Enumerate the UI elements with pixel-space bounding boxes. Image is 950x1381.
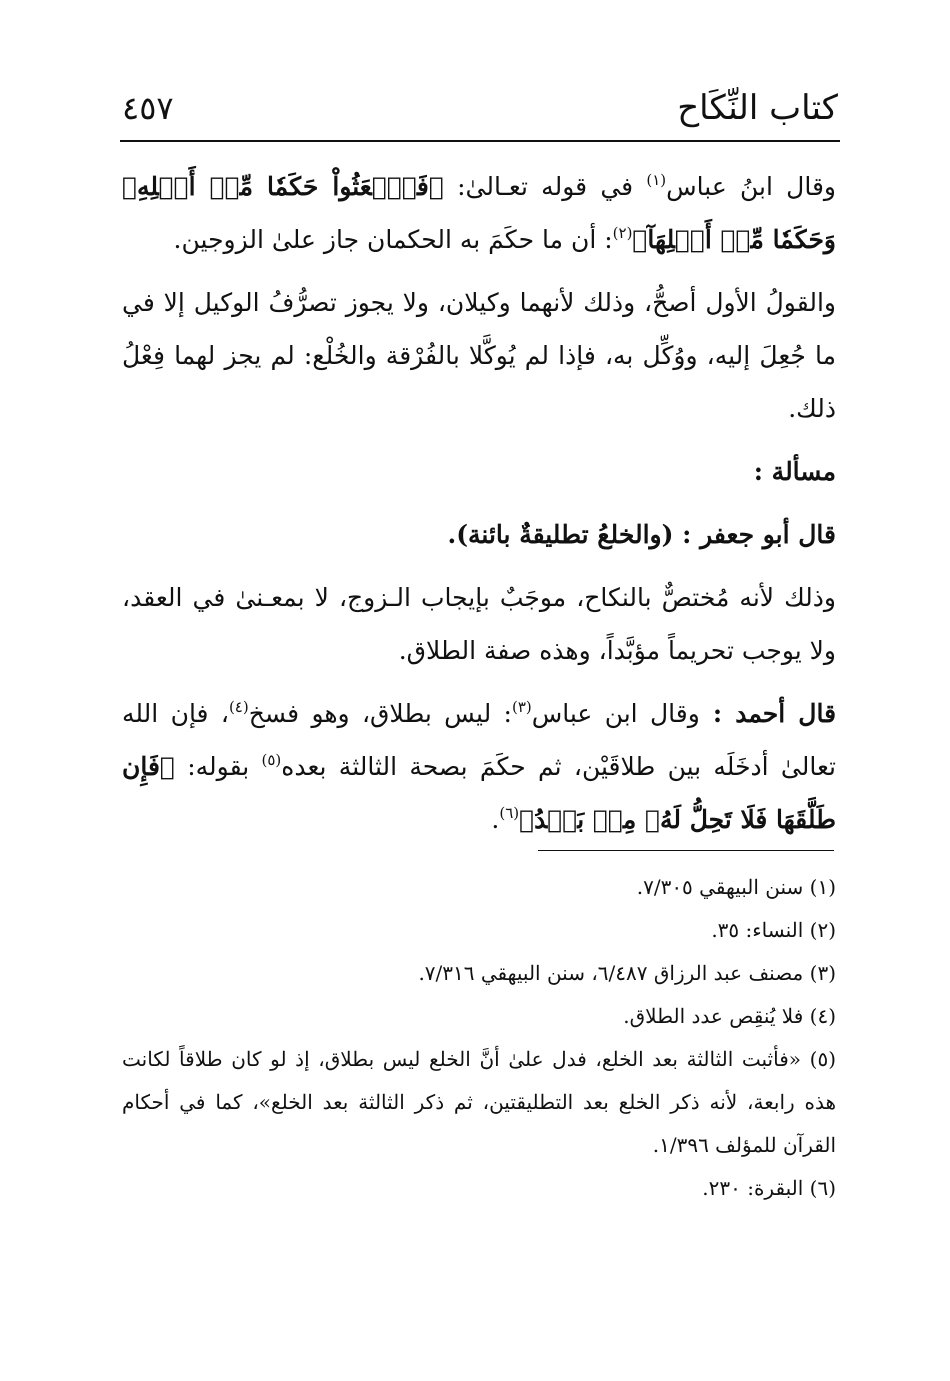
quran-verse: ﴿فَإِن طَلَّقَهَا فَلَا تَحِلُّ لَهُۥ مِنۢ بَعۡدُ﴾ bbox=[122, 752, 836, 834]
text-segment: بقوله: bbox=[174, 752, 262, 781]
speaker-label: قال أحمد : bbox=[699, 699, 837, 728]
speaker-label: قال أبو جعفر : bbox=[673, 520, 836, 549]
text-segment: : ليس بطلاق، وهو فسخ bbox=[248, 699, 512, 728]
issue-heading: مسألة : bbox=[753, 457, 836, 486]
main-text bbox=[122, 160, 836, 856]
matn-text: (والخلعُ تطليقةٌ بائنة). bbox=[447, 520, 674, 549]
text-segment: وقال ابنُ عباس bbox=[666, 172, 836, 201]
footnote-ref-1: (١) bbox=[646, 171, 667, 189]
paragraph-ibn-abbas bbox=[122, 160, 836, 266]
paragraph-abu-jafar bbox=[122, 508, 836, 561]
chapter-title: كتاب النِّكَاح bbox=[677, 88, 838, 128]
paragraph-first-opinion: والقولُ الأول أصحُّ، وذلك لأنهما وكيلان، ولا يجوز تصرُّفُ الوكيل إلا في ما جُعِلَ إليه، ووُكِّل به، فإذا لم يُوكَّلا بالفُرْقة والخُلْع: لم يجز لهما فِعْلُ ذلك. bbox=[122, 288, 836, 423]
text-segment: : أن ما حكَمَ به الحكمان جاز علىٰ الزوجين. bbox=[173, 225, 613, 254]
running-header bbox=[122, 78, 838, 138]
text-segment: . bbox=[491, 805, 500, 834]
footnote-ref-5: (٥) bbox=[261, 751, 282, 769]
text-segment: ، فإن الله تعالىٰ أدخَلَه بين طلاقَيْن، ثم حكَمَ بصحة الثالثة بعده bbox=[122, 699, 836, 781]
footnote-ref-4: (٤) bbox=[228, 698, 249, 716]
paragraph-ahmad bbox=[122, 687, 836, 846]
footnote-2: (٢) النساء: ٣٥. bbox=[711, 918, 836, 942]
footnote-6: (٦) البقرة: ٢٣٠. bbox=[702, 1176, 836, 1200]
footnote-ref-6: (٦) bbox=[499, 804, 520, 822]
footnote-3: (٣) مصنف عبد الرزاق ٦/٤٨٧، سنن البيهقي ٧/٣١٦. bbox=[418, 961, 836, 985]
footnote-separator bbox=[538, 850, 834, 851]
paragraph-explanation: وذلك لأنه مُختصٌّ بالنكاح، موجَبٌ بإيجاب الـزوج، لا بمعـنىٰ في العقد، ولا يوجب تحريماً مؤبَّداً، وهذه صفة الطلاق. bbox=[122, 583, 836, 665]
quran-verse: ﴿فَٱبۡعَثُواْ حَكَمٗا مِّنۡ أَهۡلِهِۦ وَحَكَمٗا مِّنۡ أَهۡلِهَآ﴾ bbox=[122, 172, 836, 254]
text-segment: وقال ابن عباس bbox=[531, 699, 700, 728]
footnote-4: (٤) فلا يُنقِص عدد الطلاق. bbox=[623, 1004, 836, 1028]
text-segment: في قوله تعـالىٰ: bbox=[443, 172, 647, 201]
footnote-5: (٥) «فأثبت الثالثة بعد الخلع، فدل علىٰ أنَّ الخلع ليس بطلاق، إذ لو كان طلاقاً لكانت هذه رابعة، لأنه ذكر الخلع بعد التطليقتين، ثم ذكر الثالثة بعد الخلع»، كما في أحكام القرآن للمؤلف ١/٣٩٦. bbox=[122, 1047, 836, 1157]
footnotes bbox=[122, 866, 836, 1210]
header-rule bbox=[120, 140, 840, 142]
page-number: ٤٥٧ bbox=[122, 89, 174, 127]
footnote-ref-3: (٣) bbox=[511, 698, 532, 716]
footnote-1: (١) سنن البيهقي ٧/٣٠٥. bbox=[636, 875, 836, 899]
footnote-ref-2: (٢) bbox=[612, 224, 633, 242]
